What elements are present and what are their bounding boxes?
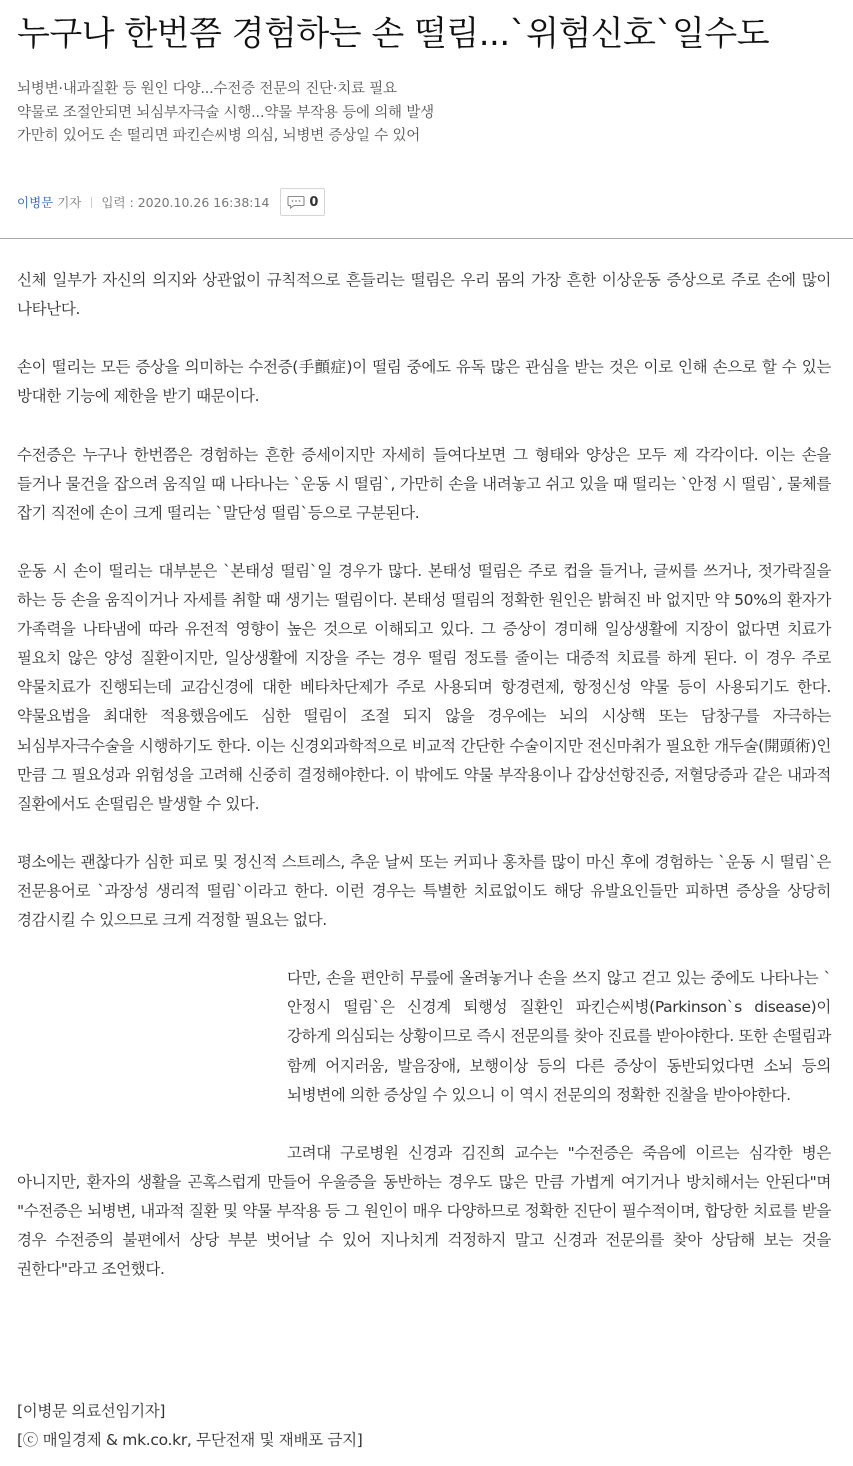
article-meta	[17, 188, 325, 216]
subheadline-list	[17, 78, 837, 149]
subheadline: 약물로 조절안되면 뇌심부자극술 시행...약물 부작용 등에 의해 발생	[17, 104, 434, 121]
body-paragraph: 손이 떨리는 모든 증상을 의미하는 수전증(手顫症)이 떨림 중에도 유독 많은 관심을 받는 것은 이로 인해 손으로 할 수 있는 방대한 기능에 제한을 받기 때문이다.	[17, 358, 831, 406]
body-paragraph: 평소에는 괜찮다가 심한 피로 및 정신적 스트레스, 추운 날씨 또는 커피나 홍차를 많이 마신 후에 경험하는 `운동 시 떨림`은 전문용어로 `과장성 생리적 떨림`이라고 한다. 이런 경우는 특별한 치료없이도 해당 유발요인들만 피하면 증상을 상당히 경감시킬 수 있으므로 크게 걱정할 필요는 없다.	[17, 852, 831, 930]
body-paragraph: 다만, 손을 편안히 무릎에 올려놓거나 손을 쓰지 않고 걷고 있는 중에도 나타나는 `안정시 떨림`은 신경계 퇴행성 질환인 파킨슨씨병(Parkinson`s disease)이 강하게 의심되는 상황이므로 즉시 전문의를 찾아 진료를 받아야한다. 또한 손떨림과 함께 어지러움, 발음장애, 보행이상 등의 다른 증상이 동반되었다면 소뇌 등의 뇌병변에 의한 증상일 수 있으니 이 역시 전문의의 정확한 진찰을 받아야한다.	[287, 969, 831, 1104]
subheadline: 가만히 있어도 손 떨리면 파킨슨씨병 의심, 뇌병변 증상일 수 있어	[17, 128, 421, 144]
comment-button[interactable]	[280, 188, 325, 216]
article-body	[17, 266, 831, 1313]
article-title: 누구나 한번쯤 경험하는 손 떨림...`위험신호`일수도	[17, 14, 770, 54]
publish-date: 2020.10.26 16:38:14	[137, 194, 270, 210]
body-paragraph: 수전증은 누구나 한번쯤은 경험하는 흔한 증세이지만 자세히 들여다보면 그 형태와 양상은 모두 제 각각이다. 이는 손을 들거나 물건을 잡으려 움직일 때 나타나는 `운동 시 떨림`, 가만히 손을 내려놓고 쉬고 있을 때 떨리는 `안정 시 떨림`, 물체를 잡기 직전에 손이 크게 떨리는 `말단성 떨림`등으로 구분된다.	[17, 445, 831, 522]
header-divider	[0, 238, 853, 239]
subheadline: 뇌병변·내과질환 등 원인 다양...수전증 전문의 진단·치료 필요	[17, 81, 397, 97]
copyright-notice: [ⓒ 매일경제 & mk.co.kr, 무단전재 및 재배포 금지]	[17, 1431, 363, 1449]
reporter-byline: [이병문 의료선임기자]	[17, 1402, 166, 1420]
body-paragraph: 운동 시 손이 떨리는 대부분은 `본태성 떨림`일 경우가 많다. 본태성 떨림은 주로 컵을 들거나, 글씨를 쓰거나, 젓가락질을 하는 등 손을 움직이거나 자세를 취할 때 생기는 떨림이다. 본태성 떨림의 정확한 원인은 밝혀진 바 없지만 약 50%의 환자가 가족력을 나타냄에 따라 유전적 영향이 높은 것으로 이해되고 있다. 그 증상이 경미해 일상생활에 지장이 없다면 치료가 필요치 않은 양성 질환이지만, 일상생활에 지장을 주는 경우 떨림 정도를 줄이는 대증적 치료를 하게 된다. 이 경우 주로 약물치료가 진행되는데 교감신경에 대한 베타차단제가 주로 사용되며 항경련제, 항정신성 약물 등이 사용되기도 한다. 약물요법을 최대한 적용했음에도 심한 떨림이 조절 되지 않을 경우에는 뇌의 시상핵 또는 담창구를 자극하는 뇌심부자극수술을 시행하기도 한다. 이는 신경외과학적으로 비교적 간단한 수술이지만 전신마취가 필요한 개두술(開頭術)인 만큼 그 필요성과 위험성을 고려해 신중히 결정해야한다. 이 밖에도 약물 부작용이나 갑상선항진증, 저혈당증과 같은 내과적 질환에서도 손떨림은 발생할 수 있다.	[17, 561, 831, 813]
article-credits	[17, 1397, 363, 1455]
meta-divider	[91, 197, 92, 208]
comment-count: 0	[309, 194, 319, 210]
publish-date-label: 입력 :	[101, 195, 134, 210]
body-paragraph: 신체 일부가 자신의 의지와 상관없이 규칙적으로 흔들리는 떨림은 우리 몸의 가장 흔한 이상운동 증상으로 주로 손에 많이 나타난다.	[17, 271, 831, 319]
author-suffix: 기자	[57, 195, 82, 210]
body-paragraph: 고려대 구로병원 신경과 김진희 교수는 "수전증은 죽음에 이르는 심각한 병은 아니지만, 환자의 생활을 곤혹스럽게 만들어 우울증을 동반하는 경우도 많은 만큼 가볍게 여기거나 방치해서는 안된다"며 "수전증은 뇌병변, 내과적 질환 및 약물 부작용 등 그 원인이 매우 다양하므로 정확한 진단이 필수적이며, 합당한 치료를 받을 경우 수전증의 불편에서 상당 부분 벗어날 수 있어 지나치게 걱정하지 말고 신경과 전문의를 찾아 상담해 보는 것을 권한다"라고 조언했다.	[17, 1143, 831, 1279]
speech-bubble-icon	[287, 195, 305, 209]
author-name[interactable]: 이병문	[17, 195, 54, 210]
